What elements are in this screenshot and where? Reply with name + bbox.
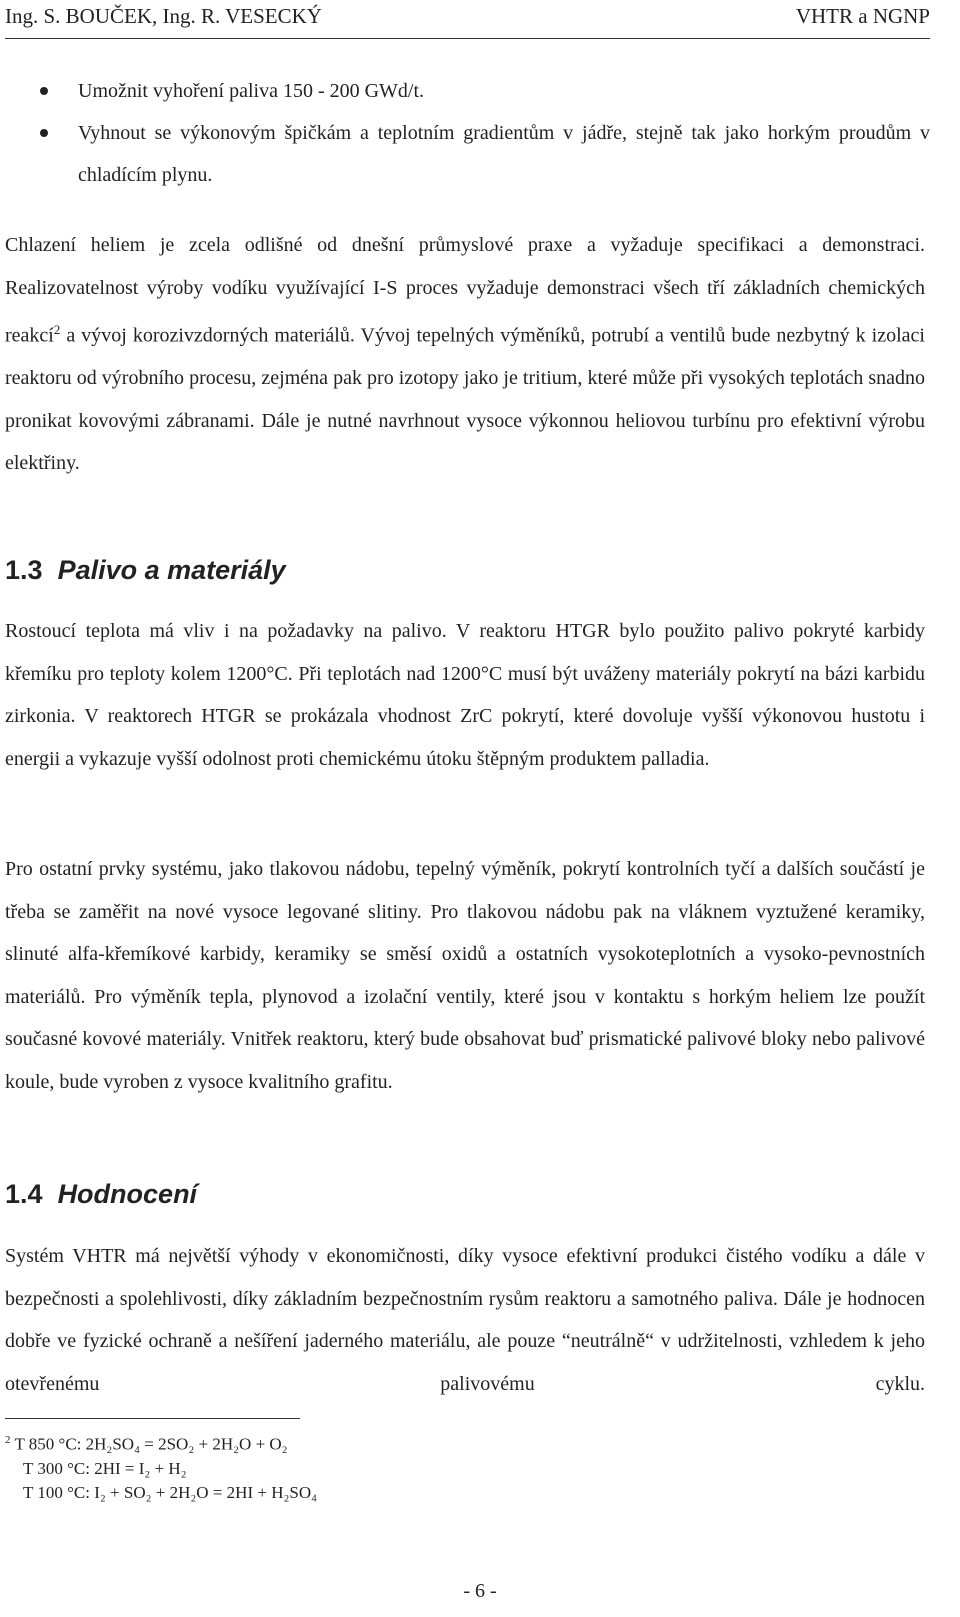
footnote-ref: 2: [53, 322, 61, 337]
bullet-item: [0, 112, 960, 196]
bullet-list: [0, 70, 960, 196]
bullet-dot-icon: [40, 87, 48, 95]
page-number: - 6 -: [463, 1580, 497, 1602]
running-header: [5, 4, 930, 34]
footnote-rule: [5, 1418, 300, 1419]
header-title: VHTR a NGNP: [795, 4, 930, 28]
footnote-reaction-2: T 300 °C: 2HI = I₂ + H₂: [23, 1458, 187, 1478]
section-heading-1-4: [5, 1179, 197, 1210]
paragraph-hydrogen: [5, 224, 925, 485]
bullet-text: Umožnit vyhoření paliva 150 - 200 GWd/t.: [78, 80, 425, 102]
section-number: 1.4: [5, 1179, 43, 1209]
header-authors: Ing. S. BOUČEK, Ing. R. VESECKÝ: [5, 4, 322, 28]
section-number: 1.3: [5, 555, 43, 585]
footnote-reaction-3: T 100 °C: I₂ + SO₂ + 2H₂O = 2HI + H₂SO₄: [23, 1482, 318, 1502]
paragraph-text-part: Chlazení heliem je zcela odlišné od dnešní průmyslové praxe a vyžaduje specifikaci a demonstraci. Realizovatelnost výroby vodíku využívající I-S proces vyžaduje demonstraci všech tří základních chemických reakcí: [5, 234, 925, 347]
footnote-mark: 2: [5, 1434, 11, 1446]
section-title: Palivo a materiály: [57, 555, 286, 585]
paragraph-text: [5, 224, 925, 485]
footnote-reaction-1: T 850 °C: 2H₂SO₄ = 2SO₂ + 2H₂O + O₂: [14, 1434, 288, 1454]
paragraph-text: Pro ostatní prvky systému, jako tlakovou nádobu, tepelný výměník, pokrytí kontrolních tyčí a dalších součástí je třeba se zaměřit na nové vysoce legované slitiny. Pro tlakovou nádobu pak na vláknem vyztužené keramiky, slinuté alfa-křemíkové karbidy, keramiky se směsí oxidů a ostatních vysokoteplotních a vysoko-pevnostních materiálů. Pro výměník tepla, plynovod a izolační ventily, které jsou v kontaktu s horkým heliem lze použít současné kovové materiály. Vnitřek reaktoru, který bude obsahovat buď prismatické palivové bloky nebo palivové koule, bude vyroben z vysoce kvalitního grafitu.: [5, 858, 925, 1093]
paragraph-evaluation: [5, 1235, 925, 1405]
bullet-dot-icon: [40, 129, 48, 137]
footnote: [5, 1428, 317, 1505]
section-heading-1-3: [5, 555, 286, 586]
paragraph-text: Rostoucí teplota má vliv i na požadavky na palivo. V reaktoru HTGR bylo použito palivo pokryté karbidy křemíku pro teploty kolem 1200°C. Při teplotách nad 1200°C musí být uváženy materiály pokrytí na bázi karbidu zirkonia. V reaktorech HTGR se prokázala vhodnost ZrC pokrytí, které dovoluje vyšší výkonovou hustotu i energii a vykazuje vyšší odolnost proti chemickému útoku štěpným produktem palladia.: [5, 620, 925, 770]
bullet-item: [0, 70, 960, 112]
section-title: Hodnocení: [57, 1179, 198, 1209]
footnote-line: [5, 1428, 317, 1457]
paragraph-text-part: a vývoj korozivzdorných materiálů. Vývoj tepelných výměníků, potrubí a ventilů bude nezbytný k izolaci reaktoru od výrobního procesu, zejména pak pro izotopy jako je tritium, které může při vysokých teplotách snadno pronikat kovovými zábranami. Dále je nutné navrhnout vysoce výkonnou heliovou turbínu pro efektivní výrobu elektřiny.: [5, 324, 925, 475]
bullet-text: Vyhnout se výkonovým špičkám a teplotním gradientům v jádře, stejně tak jako horkým proudům v chladícím plynu.: [78, 122, 930, 186]
paragraph-text: Systém VHTR má největší výhody v ekonomičnosti, díky vysoce efektivní produkci čistého vodíku a dále v bezpečnosti a spolehlivosti, díky základním bezpečnostním rysům reaktoru a samotného paliva. Dále je hodnocen dobře ve fyzické ochraně a nešíření jaderného materiálu, ale pouze “neutrálně“ v udržitelnosti, vzhledem k jeho otevřenému palivovému cyklu.: [5, 1245, 925, 1395]
paragraph-fuel: [5, 610, 925, 780]
paragraph-materials: [5, 848, 925, 1103]
header-rule: [5, 38, 930, 39]
